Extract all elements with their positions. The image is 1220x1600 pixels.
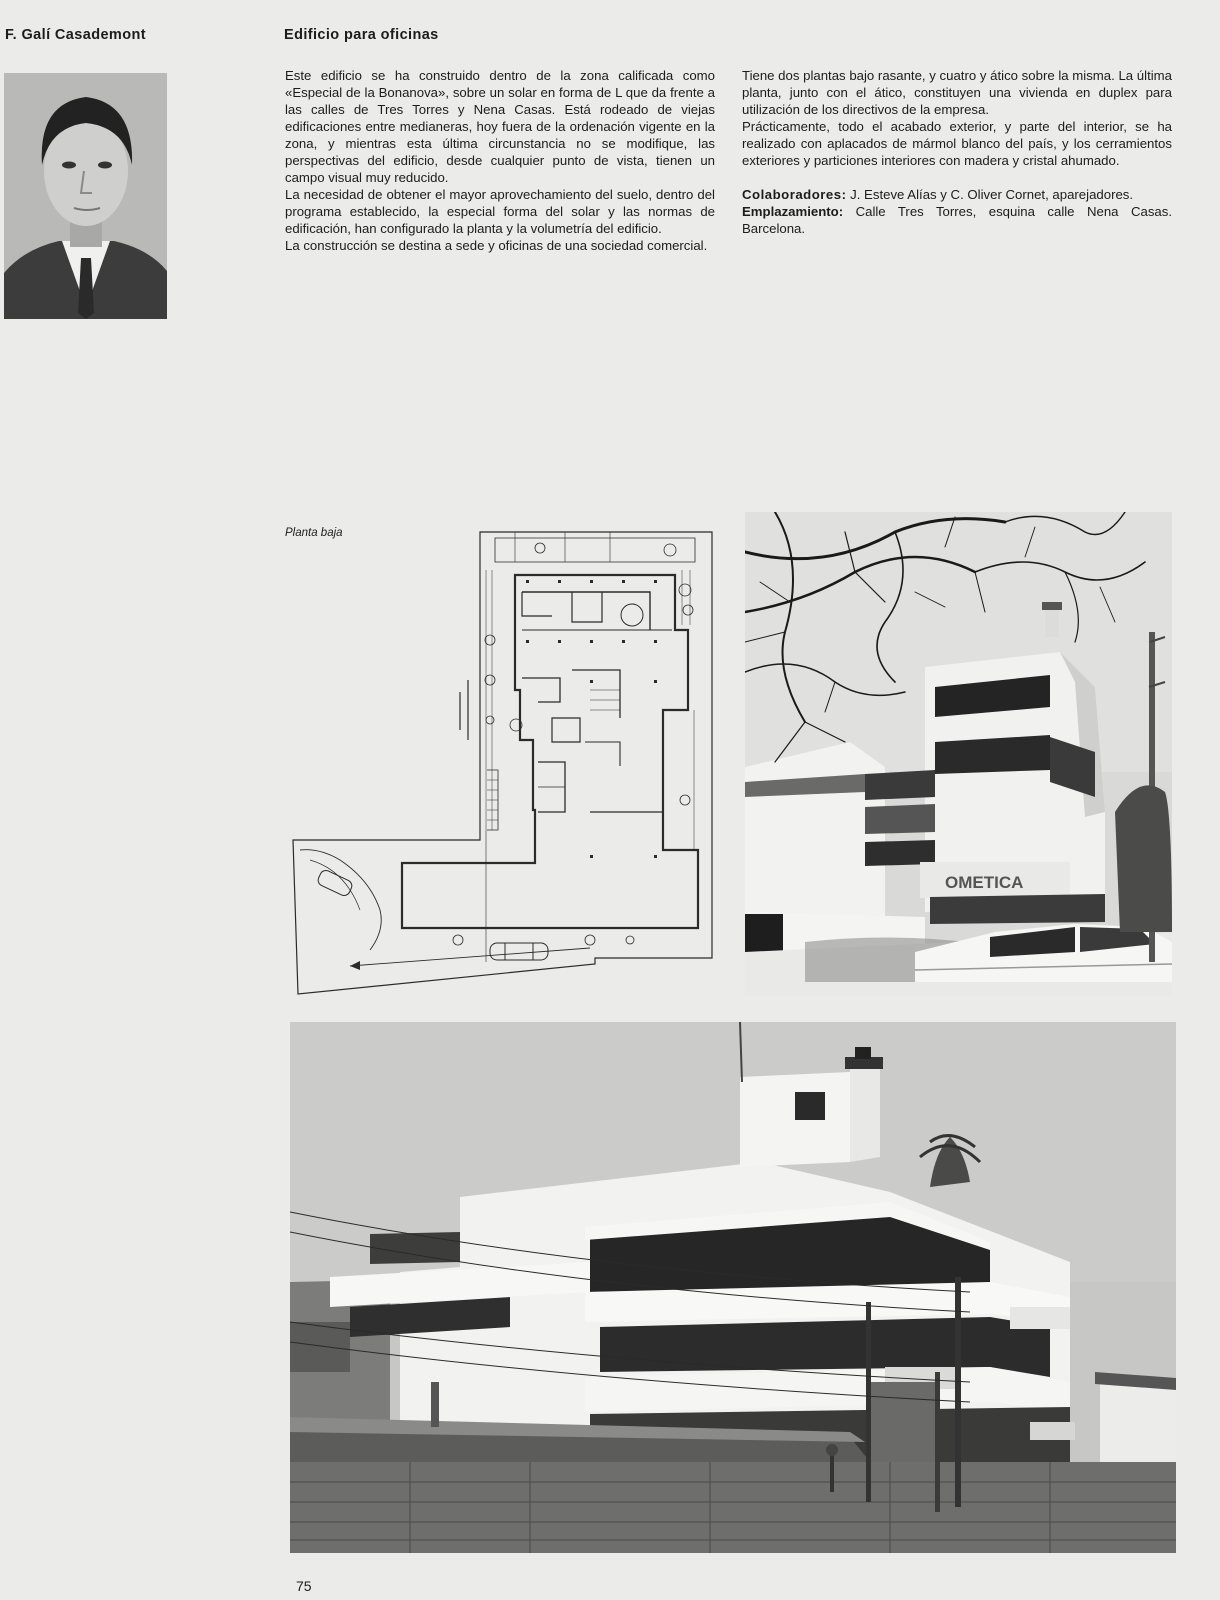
body-paragraph: Este edificio se ha construido dentro de la zona calificada como «Especial de la Bonanova», sobre un solar en forma de L que da frente a las calles de Tres Torres y Nena Casas. Está rodeado de viejas edificaciones entre medianeras, hoy fuera de la ordenación vigente en la zona, y mientras esta última circunstancia no se modifique, las perspectivas del edificio, desde cualquier punto de vista, tienen un campo visual muy reducido. [285, 68, 715, 185]
body-paragraph: La necesidad de obtener el mayor aprovechamiento del suelo, dentro del programa establecido, la especial forma del solar y las normas de edificación, han configurado la planta y la volumetría del edificio. [285, 187, 715, 236]
body-paragraph: Prácticamente, todo el acabado exterior, y parte del interior, se ha realizado con aplacados de mármol blanco del país, y los cerramientos exteriores y particiones interiores con madera y cristal ahumado. [742, 119, 1172, 168]
body-paragraph: Tiene dos plantas bajo rasante, y cuatro y ático sobre la misma. La última planta, junto con el ático, constituyen una vivienda en duplex para utilización de los directivos de la empresa. [742, 68, 1172, 117]
article-title: Edificio para oficinas [284, 27, 439, 43]
body-column-left [285, 67, 715, 254]
author-portrait [4, 73, 167, 319]
building-sign: OMETICA [945, 873, 1024, 892]
body-column-right [742, 67, 1172, 237]
credits-collaborators-label: Colaboradores: [742, 187, 847, 202]
credits-collaborators-value: J. Esteve Alías y C. Oliver Cornet, aparejadores. [846, 187, 1134, 202]
floor-plan-drawing [290, 530, 720, 996]
building-photo-facade [290, 1022, 1176, 1553]
credits-location-value: Calle Tres Torres, esquina calle Nena Casas. Barcelona. [742, 204, 1172, 236]
floor-plan-caption: Planta baja [285, 527, 343, 539]
credits-location [742, 203, 1172, 237]
building-photo-corner [745, 512, 1172, 996]
page-number: 75 [296, 1578, 312, 1594]
credits-collaborators [742, 186, 1172, 203]
credits-location-label: Emplazamiento: [742, 204, 844, 219]
body-paragraph: La construcción se destina a sede y oficinas de una sociedad comercial. [285, 238, 708, 253]
author-name: F. Galí Casademont [5, 27, 146, 43]
